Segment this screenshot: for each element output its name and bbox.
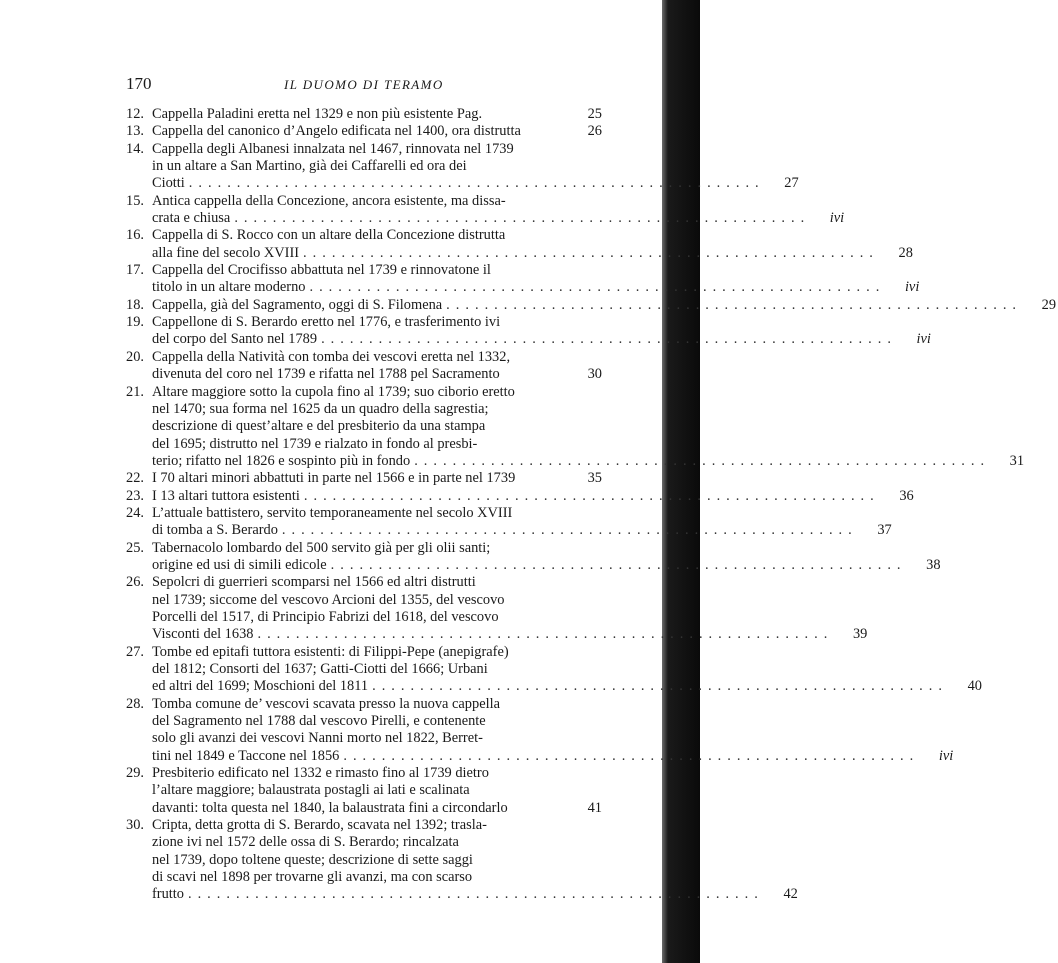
toc-entry-number: 12. [126, 106, 144, 122]
toc-entry-text: crata e chiusa [152, 210, 231, 227]
toc-entry-text: Altare maggiore sotto la cupola fino al 1739; suo ciborio eretto [152, 383, 515, 400]
toc-entry-text: di tomba a S. Berardo [152, 522, 278, 539]
page-header [124, 74, 604, 98]
toc-entry-text: Ciotti [152, 175, 185, 192]
toc-page-reference: 28 [898, 244, 913, 261]
toc-entry-number: 14. [126, 140, 144, 157]
toc-entry [126, 123, 604, 140]
toc-entry-text: divenuta del coro nel 1739 e rifatta nel 1788 pel Sacramento [152, 366, 500, 383]
toc-entry-text: di scavi nel 1898 per trovarne gli avanzi, ma con scarso [152, 869, 473, 886]
toc-entry [126, 192, 845, 228]
toc-entry-text: Tombe ed epitafi tuttora esistenti: di Filippi-Pepe (anepigrafe) [152, 643, 509, 660]
dot-leader [508, 800, 568, 817]
toc-entry-text: ed altri del 1699; Moschioni del 1811 [152, 678, 369, 695]
toc-page-reference: 40 [967, 678, 982, 695]
toc-entry-number: 13. [126, 123, 144, 140]
dot-leader: ............................................................ [309, 279, 886, 296]
toc-entry-text: origine ed usi di simili edicole [152, 556, 327, 573]
toc-entry [126, 487, 914, 505]
toc-entry-text: Antica cappella della Concezione, ancora esistente, ma dissa- [152, 192, 506, 209]
toc-page-reference: 25 [587, 106, 602, 122]
toc-entry-number: 30. [126, 817, 144, 834]
dot-leader: ............................................................ [343, 747, 920, 764]
toc-entry-text: Porcelli del 1517, di Principio Fabrizi del 1618, del vescovo [152, 608, 499, 625]
toc-entry-text: Cappella di S. Rocco con un altare della Concezione distrutta [152, 227, 506, 244]
toc-entry-text: Cappella del Crocifisso abbattuta nel 1739 e rinnovatone il [152, 262, 491, 279]
dot-leader [521, 123, 568, 140]
toc-page-reference: 36 [899, 487, 914, 504]
toc-entry-text: nel 1739, dopo toltene queste; descrizione di sette saggi [152, 851, 473, 868]
toc-entry-text: solo gli avanzi dei vescovi Nanni morto nel 1822, Berret- [152, 730, 483, 747]
dot-leader: ............................................................ [330, 556, 907, 573]
toc-entry-text: titolo in un altare moderno [152, 279, 306, 296]
dot-leader: ............................................................ [188, 175, 765, 192]
toc-entry [126, 383, 1025, 471]
toc-entry-text: nel 1470; sua forma nel 1625 da un quadro della sagrestia; [152, 400, 489, 417]
dot-leader: ............................................................ [303, 487, 880, 504]
scan-edge-shadow [662, 0, 700, 963]
dot-leader: ............................................................ [414, 452, 991, 469]
toc-page-reference: 39 [852, 626, 868, 643]
toc-entry-text: Presbiterio edificato nel 1332 e rimasto fino al 1739 dietro [152, 765, 489, 782]
toc-entry-text: I 13 altari tuttora esistenti [152, 487, 300, 504]
toc-entry-text: l’altare maggiore; balaustrata postagli ai lati e scalinata [152, 782, 470, 799]
toc-entry-number: 16. [126, 227, 144, 244]
toc-entry [126, 643, 982, 696]
toc-entry-text: zione ivi nel 1572 delle ossa di S. Berardo; rincalzata [152, 834, 459, 851]
toc-entry-text: del Sagramento nel 1788 dal vescovo Pirelli, e contenente [152, 713, 486, 730]
toc-page-reference: 41 [587, 799, 602, 816]
toc-entry-number: 20. [126, 348, 144, 365]
toc-entry-number: 17. [126, 262, 144, 279]
toc-entry [126, 695, 954, 765]
toc-page-reference: ivi [904, 279, 920, 296]
toc-entry-text: Cappella, già del Sagramento, oggi di S. Filomena [152, 296, 443, 313]
dot-leader: ............................................................ [187, 886, 764, 903]
toc-entry-text: del corpo del Santo nel 1789 [152, 331, 318, 348]
toc-entry-text: frutto [152, 886, 184, 903]
toc-entry-text: in un altare a San Martino, già dei Caffarelli ed ora dei [152, 158, 467, 175]
dot-leader: ............................................................ [281, 522, 858, 539]
toc-entry-text: alla fine del secolo XVIII [152, 244, 300, 261]
dot-leader: ............................................................ [234, 210, 811, 227]
dot-leader: ............................................................ [372, 678, 948, 695]
toc-entry [126, 470, 604, 487]
toc-page-reference: 31 [1009, 452, 1025, 469]
page-number: 170 [126, 74, 152, 93]
toc-entry-number: 29. [126, 765, 144, 782]
toc-entry-text: Cappella Paladini eretta nel 1329 e non più esistente Pag. [152, 106, 483, 122]
toc-page-reference: ivi [829, 210, 845, 227]
toc-page-reference: ivi [938, 747, 954, 764]
toc-entry-number: 24. [126, 504, 144, 521]
toc-entry-text: I 70 altari minori abbattuti in parte nel 1566 e in parte nel 1739 [152, 470, 516, 487]
toc-entry [126, 296, 1057, 314]
toc-entry-text: Cappellone di S. Berardo eretto nel 1776, e trasferimento ivi [152, 314, 501, 331]
toc-entry-number: 27. [126, 643, 144, 660]
toc-entry [126, 314, 931, 349]
toc-entry-number: 26. [126, 574, 144, 591]
toc-entry [126, 817, 798, 904]
table-of-contents [126, 106, 1057, 904]
toc-entry-text: Cappella della Natività con tomba dei vescovi eretta nel 1332, [152, 348, 511, 365]
dot-leader: ............................................................ [321, 331, 897, 348]
toc-entry-text: del 1812; Consorti del 1637; Gatti-Ciotti del 1666; Urbani [152, 661, 488, 677]
toc-entry-text: Cappella del canonico d’Angelo edificata nel 1400, ora distrutta [152, 123, 521, 140]
toc-entry-text: descrizione di quest’altare e del presbiterio da una stampa [152, 418, 486, 435]
toc-entry-text: Visconti del 1638 [152, 626, 254, 643]
toc-entry [126, 539, 941, 575]
dot-leader: ............................................................ [446, 296, 1023, 313]
toc-page-reference: 30 [587, 366, 602, 383]
toc-entry [126, 504, 892, 540]
toc-entry-number: 25. [126, 539, 144, 556]
toc-entry-number: 22. [126, 470, 144, 487]
toc-entry-text: Sepolcri di guerrieri scomparsi nel 1566 ed altri distrutti [152, 574, 476, 591]
dot-leader: ............................................................ [257, 626, 834, 643]
toc-page-reference: 38 [926, 556, 941, 573]
toc-entry-text: terio; rifatto nel 1826 e sospinto più in fondo [152, 452, 411, 469]
toc-entry-text: L’attuale battistero, servito temporaneamente nel secolo XVIII [152, 504, 513, 521]
toc-entry [126, 227, 913, 262]
toc-entry-text: del 1695; distrutto nel 1739 e rialzato in fondo al presbi- [152, 435, 478, 452]
toc-entry [126, 349, 604, 384]
dot-leader [500, 366, 568, 383]
toc-entry-text: Cripta, detta grotta di S. Berardo, scavata nel 1392; trasla- [152, 817, 487, 834]
toc-entry [126, 574, 868, 643]
toc-entry [126, 140, 799, 193]
toc-page-reference: 35 [587, 470, 602, 487]
dot-leader: ............................................................ [303, 244, 879, 261]
dot-leader [515, 470, 568, 487]
toc-entry-number: 21. [126, 383, 144, 400]
toc-page-reference: 29 [1041, 296, 1057, 313]
toc-entry-text: Tabernacolo lombardo del 500 servito già per gli olii santi; [152, 539, 491, 556]
toc-entry-number: 18. [126, 296, 144, 313]
toc-entry-text: tini nel 1849 e Taccone nel 1856 [152, 747, 340, 764]
toc-page-reference: 26 [587, 123, 602, 140]
toc-page-reference: 37 [877, 522, 892, 539]
running-title: IL DUOMO DI TERAMO [284, 77, 444, 92]
toc-entry-text: Cappella degli Albanesi innalzata nel 1467, rinnovata nel 1739 [152, 140, 514, 157]
toc-page-reference: ivi [916, 331, 931, 348]
toc-entry-text: Tomba comune de’ vescovi scavata presso la nuova cappella [152, 695, 500, 712]
toc-entry-number: 15. [126, 192, 144, 209]
toc-entry-number: 28. [126, 695, 144, 712]
toc-entry-number: 19. [126, 314, 144, 331]
toc-entry-number: 23. [126, 487, 144, 504]
toc-entry-text: nel 1739; siccome del vescovo Arcioni del 1355, del vescovo [152, 591, 505, 608]
toc-entry [126, 106, 604, 123]
toc-page-reference: 27 [784, 175, 799, 192]
toc-entry [126, 765, 604, 817]
toc-entry [126, 262, 920, 297]
dot-leader [482, 106, 568, 123]
toc-entry-text: davanti: tolta questa nel 1840, la balaustrata fini a circondarlo [152, 799, 508, 816]
toc-page-reference: 42 [783, 886, 798, 903]
